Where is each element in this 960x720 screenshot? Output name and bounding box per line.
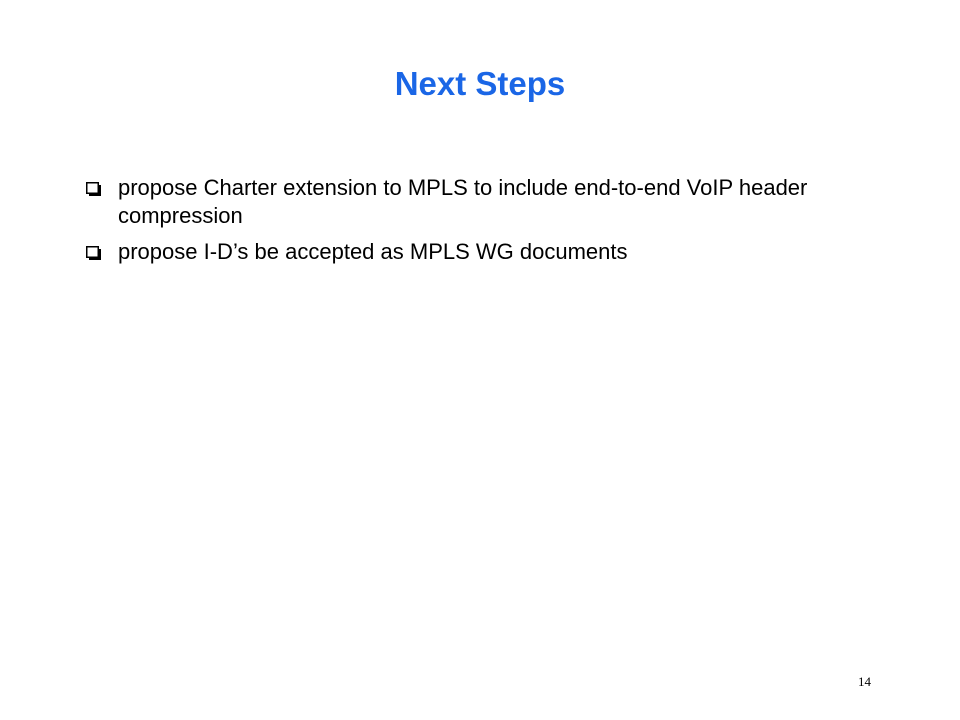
checkbox-icon: [86, 246, 102, 261]
bullet-text: propose I-D’s be accepted as MPLS WG documents: [118, 239, 628, 264]
checkbox-icon: [86, 182, 102, 197]
slide-title: Next Steps: [394, 65, 566, 102]
bullet-item-charter-extension: [86, 174, 886, 230]
bullet-list: [86, 174, 886, 274]
bullet-item-wg-documents: [86, 238, 886, 266]
bullet-text: propose Charter extension to MPLS to include end-to-end VoIP header compression: [118, 175, 808, 228]
page-number: 14: [858, 674, 871, 689]
